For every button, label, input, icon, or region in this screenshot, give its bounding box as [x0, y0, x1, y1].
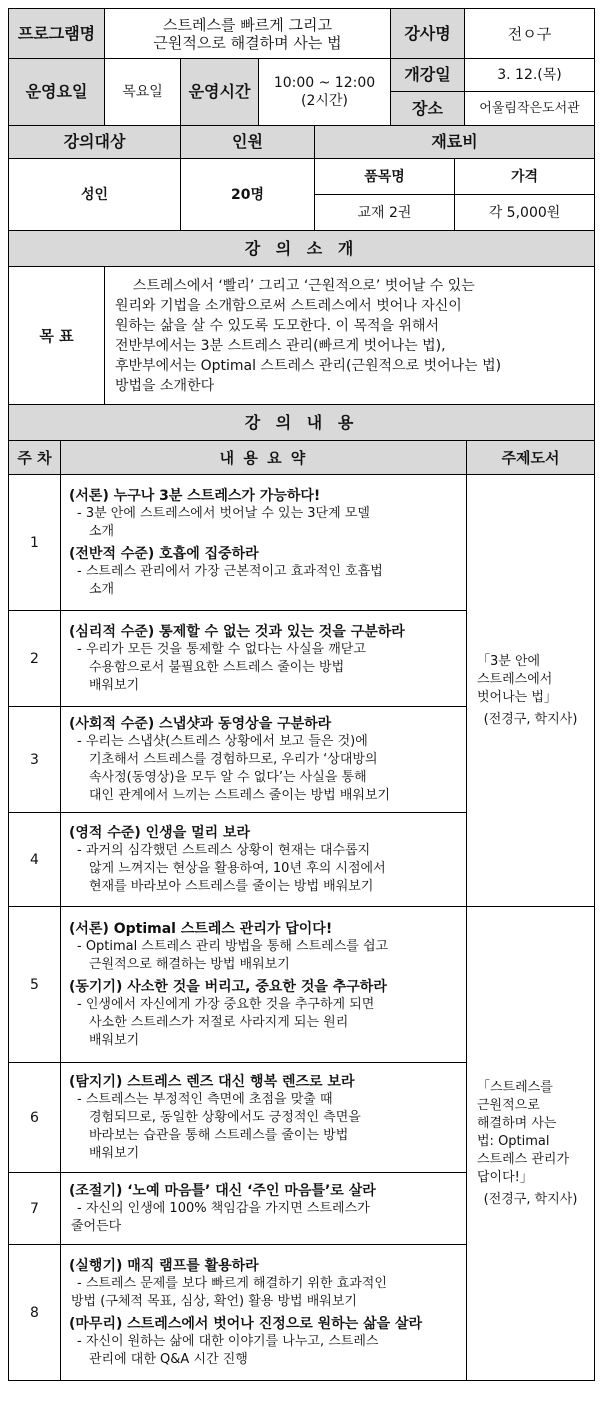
week-number: 4 [9, 813, 61, 907]
week-topic-line: - Optimal 스트레스 관리 방법을 통해 스트레스를 쉽고 [77, 938, 389, 954]
week-col-header: 주 차 [9, 441, 61, 475]
day-value: 목요일 [105, 59, 181, 126]
book-author: (전경구, 학지사) [483, 711, 578, 727]
book-title-line: 해결하며 사는 [477, 1115, 557, 1131]
week-topic-line: 사소한 스트레스가 저절로 사라지게 되는 원리 [89, 1014, 349, 1030]
item-label: 품목명 [315, 159, 455, 195]
week-topic-line: 배워보기 [89, 677, 140, 693]
week-topic-line: 근원적으로 해결하는 방법 배워보기 [89, 956, 290, 972]
week-content-5 [61, 907, 467, 1063]
week-content-3 [61, 707, 467, 813]
book-title-line: 답이다!」 [477, 1169, 533, 1185]
week-number: 6 [9, 1063, 61, 1173]
program-name-value: 스트레스를 빠르게 그리고 근원적으로 해결하며 사는 법 [105, 9, 391, 59]
week-topic-title: (조절기) ‘노예 마음틀’ 대신 ‘주인 마음틀’로 살라 [69, 1182, 376, 1199]
week-topic-title: (전반적 수준) 호흡에 집중하라 [69, 545, 259, 562]
goal-label: 목 표 [9, 267, 105, 405]
intro-section-title: 강 의 소 개 [9, 231, 595, 267]
time-label: 운영시간 [181, 59, 259, 126]
week-topic-line: 방법 (구체적 목표, 심상, 확언) 활용 방법 배워보기 [71, 1293, 357, 1309]
week-topic-line: 않게 느껴지는 현상을 활용하여, 10년 후의 시점에서 [89, 860, 386, 876]
week-topic-line: - 우리는 스냅샷(스트레스 상황에서 보고 들은 것)에 [77, 733, 368, 749]
week-topic-line: - 스트레스 관리에서 가장 근본적이고 효과적인 호흡법 [77, 563, 383, 579]
week-topic-line: - 인생에서 자신에게 가장 중요한 것을 추구하게 되면 [77, 996, 375, 1012]
book-title-line: 법: Optimal [477, 1133, 550, 1149]
week-number: 7 [9, 1173, 61, 1245]
week-content-2 [61, 611, 467, 707]
goal-line: 원리와 기법을 소개함으로써 스트레스에서 벗어나 자신이 [115, 297, 462, 314]
week-topic-title: (동기기) 사소한 것을 버리고, 중요한 것을 추구하라 [69, 978, 387, 995]
week-topic-title: (실행기) 매직 램프를 활용하라 [69, 1257, 259, 1274]
start-date-label: 개강일 [391, 59, 465, 92]
week-topic-line: - 자신의 인생에 100% 책임감을 가지면 스트레스가 [77, 1200, 370, 1216]
summary-col-header: 내 용 요 약 [61, 441, 467, 475]
target-value: 성인 [9, 159, 181, 231]
price-value: 각 5,000원 [455, 195, 595, 231]
week-content-7 [61, 1173, 467, 1245]
goal-line: 원하는 삶을 살 수 있도록 도모한다. 이 목적을 위해서 [115, 317, 440, 334]
week-topic-line: - 스트레스 문제를 보다 빠르게 해결하기 위한 효과적인 [77, 1275, 387, 1291]
target-label: 강의대상 [9, 126, 181, 159]
content-section-title: 강 의 내 용 [9, 405, 595, 441]
week-topic-line: 대인 관계에서 느끼는 스트레스 줄이는 방법 배워보기 [89, 787, 391, 803]
program-info-table [8, 8, 595, 126]
week-number: 5 [9, 907, 61, 1063]
week-topic-line: 바라보는 습관을 통해 스트레스를 줄이는 방법 [89, 1127, 349, 1143]
week-topic-line: 소개 [89, 581, 115, 597]
week-topic-line: - 스트레스는 부정적인 측면에 초점을 맞출 때 [77, 1091, 333, 1107]
start-date-value: 3. 12.(목) [465, 59, 595, 92]
week-topic-title: (마무리) 스트레스에서 벗어나 진정으로 원하는 삶을 살라 [69, 1315, 423, 1332]
week-topic-title: (영적 수준) 인생을 멀리 보라 [69, 824, 251, 841]
book-author: (전경구, 학지사) [483, 1191, 578, 1207]
week-topic-line: - 3분 안에 스트레스에서 벗어날 수 있는 3단계 모델 [77, 505, 370, 521]
price-label: 가격 [455, 159, 595, 195]
time-value: 10:00 ~ 12:00 (2시간) [259, 59, 391, 126]
book-cell-2 [467, 907, 595, 1381]
week-topic-line: 경험되므로, 동일한 상황에서도 긍정적인 측면을 [89, 1109, 361, 1125]
count-label: 인원 [181, 126, 315, 159]
book-title-line: 벗어나는 법」 [477, 689, 557, 705]
goal-line: 스트레스에서 ‘빨리’ 그리고 ‘근원적으로’ 벗어날 수 있는 [115, 277, 475, 294]
week-content-1 [61, 475, 467, 611]
week-content-8 [61, 1245, 467, 1381]
week-topic-line: 현재를 바라보아 스트레스를 줄이는 방법 배워보기 [89, 878, 374, 894]
week-topic-line: 수용함으로서 불필요한 스트레스 줄이는 방법 [89, 659, 345, 675]
week-content-4 [61, 813, 467, 907]
audience-table [8, 125, 595, 231]
count-value: 20명 [181, 159, 315, 231]
program-name-label: 프로그램명 [9, 9, 105, 59]
book-title-line: 「3분 안에 [477, 653, 541, 669]
week-topic-line: - 우리가 모든 것을 통제할 수 없다는 사실을 깨닫고 [77, 641, 366, 657]
book-title-line: 「스트레스를 [477, 1079, 553, 1095]
week-topic-title: (탐지기) 스트레스 렌즈 대신 행복 렌즈로 보라 [69, 1073, 355, 1090]
day-label: 운영요일 [9, 59, 105, 126]
week-number: 8 [9, 1245, 61, 1381]
week-topic-line: 소개 [89, 523, 115, 539]
week-topic-title: (사회적 수준) 스냅샷과 동영상을 구분하라 [69, 715, 332, 732]
week-number: 3 [9, 707, 61, 813]
week-topic-line: - 자신이 원하는 삶에 대한 이야기를 나누고, 스트레스 [77, 1333, 379, 1349]
material-label: 재료비 [315, 126, 595, 159]
goal-line: 후반부에서는 Optimal 스트레스 관리(근원적으로 벗어나는 법) [115, 357, 502, 374]
place-label: 장소 [391, 92, 465, 126]
week-topic-line: 배워보기 [89, 1145, 140, 1161]
book-title-line: 스트레스 관리가 [477, 1151, 570, 1167]
week-topic-line: 속사정(동영상)을 모두 알 수 없다’는 사실을 통해 [89, 769, 367, 785]
week-topic-title: (서론) 누구나 3분 스트레스가 가능하다! [69, 487, 321, 504]
goal-line: 방법을 소개한다 [115, 377, 215, 394]
book-col-header: 주제도서 [467, 441, 595, 475]
week-topic-line: 배워보기 [89, 1032, 140, 1048]
week-topic-line: - 과거의 심각했던 스트레스 상황이 현재는 대수롭지 [77, 842, 371, 858]
week-content-6 [61, 1063, 467, 1173]
book-cell-1 [467, 475, 595, 907]
goal-line: 전반부에서는 3분 스트레스 관리(빠르게 벗어나는 법), [115, 337, 446, 354]
place-value: 어울림작은도서관 [465, 92, 595, 126]
week-topic-title: (서론) Optimal 스트레스 관리가 답이다! [69, 920, 333, 937]
week-number: 1 [9, 475, 61, 611]
week-topic-line: 관리에 대한 Q&A 시간 진행 [89, 1351, 248, 1367]
goal-text [105, 267, 595, 405]
instructor-value: 전ㅇ구 [465, 9, 595, 59]
lecture-table [8, 230, 595, 1381]
week-topic-title: (심리적 수준) 통제할 수 없는 것과 있는 것을 구분하라 [69, 623, 405, 640]
instructor-label: 강사명 [391, 9, 465, 59]
book-title-line: 근원적으로 [477, 1097, 540, 1113]
book-title-line: 스트레스에서 [477, 671, 553, 687]
week-topic-line: 줄어든다 [71, 1218, 122, 1234]
week-topic-line: 기초해서 스트레스를 경험하므로, 우리가 ‘상대방의 [89, 751, 378, 767]
week-number: 2 [9, 611, 61, 707]
item-value: 교재 2권 [315, 195, 455, 231]
